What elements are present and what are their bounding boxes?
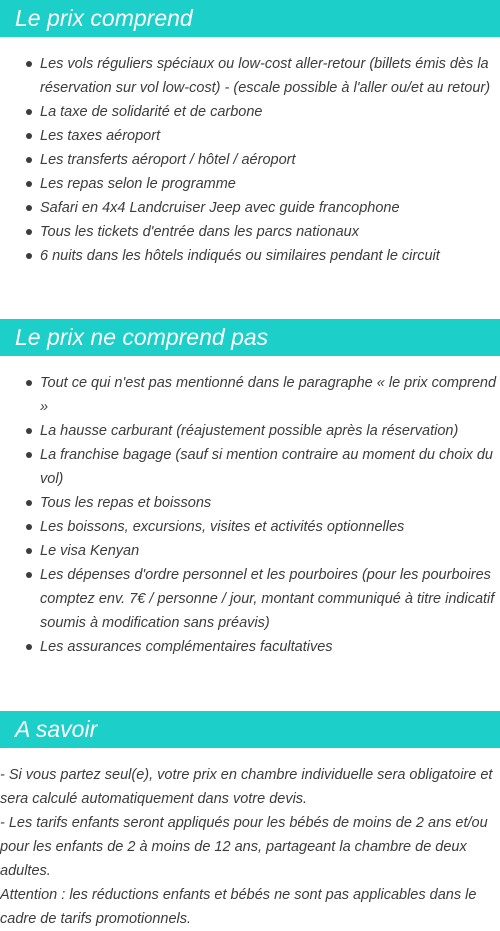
list-item: La taxe de solidarité et de carbone	[40, 100, 500, 124]
list-item: La franchise bagage (sauf si mention contraire au moment du choix du vol)	[40, 443, 500, 491]
excluded-list	[0, 371, 500, 659]
list-item: Les vols réguliers spéciaux ou low-cost aller-retour (billets émis dès la réservation sur vol low-cost) - (escale possible à l'aller ou/et au retour)	[40, 52, 500, 100]
list-item: Tout ce qui n'est pas mentionné dans le paragraphe « le prix comprend »	[40, 371, 500, 419]
excluded-section-title: Le prix ne comprend pas	[0, 319, 500, 356]
excluded-section	[0, 319, 500, 659]
list-item: Les transferts aéroport / hôtel / aéroport	[40, 148, 500, 172]
included-list	[0, 52, 500, 268]
info-section-title: A savoir	[0, 711, 500, 748]
list-item: Les taxes aéroport	[40, 124, 500, 148]
info-text	[0, 763, 500, 931]
info-section	[0, 711, 500, 931]
included-section-title: Le prix comprend	[0, 0, 500, 37]
included-section	[0, 0, 500, 268]
list-item: Le visa Kenyan	[40, 539, 500, 563]
list-item: Les repas selon le programme	[40, 172, 500, 196]
list-item: Les assurances complémentaires facultatives	[40, 635, 500, 659]
list-item: Les boissons, excursions, visites et activités optionnelles	[40, 515, 500, 539]
info-paragraph: - Les tarifs enfants seront appliqués pour les bébés de moins de 2 ans et/ou pour les enfants de 2 à moins de 12 ans, partageant la chambre de deux adultes.	[0, 815, 488, 879]
list-item: 6 nuits dans les hôtels indiqués ou similaires pendant le circuit	[40, 244, 500, 268]
list-item: La hausse carburant (réajustement possible après la réservation)	[40, 419, 500, 443]
list-item: Les dépenses d'ordre personnel et les pourboires (pour les pourboires comptez env. 7€ / personne / jour, montant communiqué à titre indicatif soumis à modification sans préavis)	[40, 563, 500, 635]
info-paragraph: - Si vous partez seul(e), votre prix en chambre individuelle sera obligatoire et sera calculé automatiquement dans votre devis.	[0, 767, 493, 807]
list-item: Tous les repas et boissons	[40, 491, 500, 515]
list-item: Safari en 4x4 Landcruiser Jeep avec guide francophone	[40, 196, 500, 220]
info-paragraph: Attention : les réductions enfants et bébés ne sont pas applicables dans le cadre de tarifs promotionnels.	[0, 887, 477, 927]
list-item: Tous les tickets d'entrée dans les parcs nationaux	[40, 220, 500, 244]
